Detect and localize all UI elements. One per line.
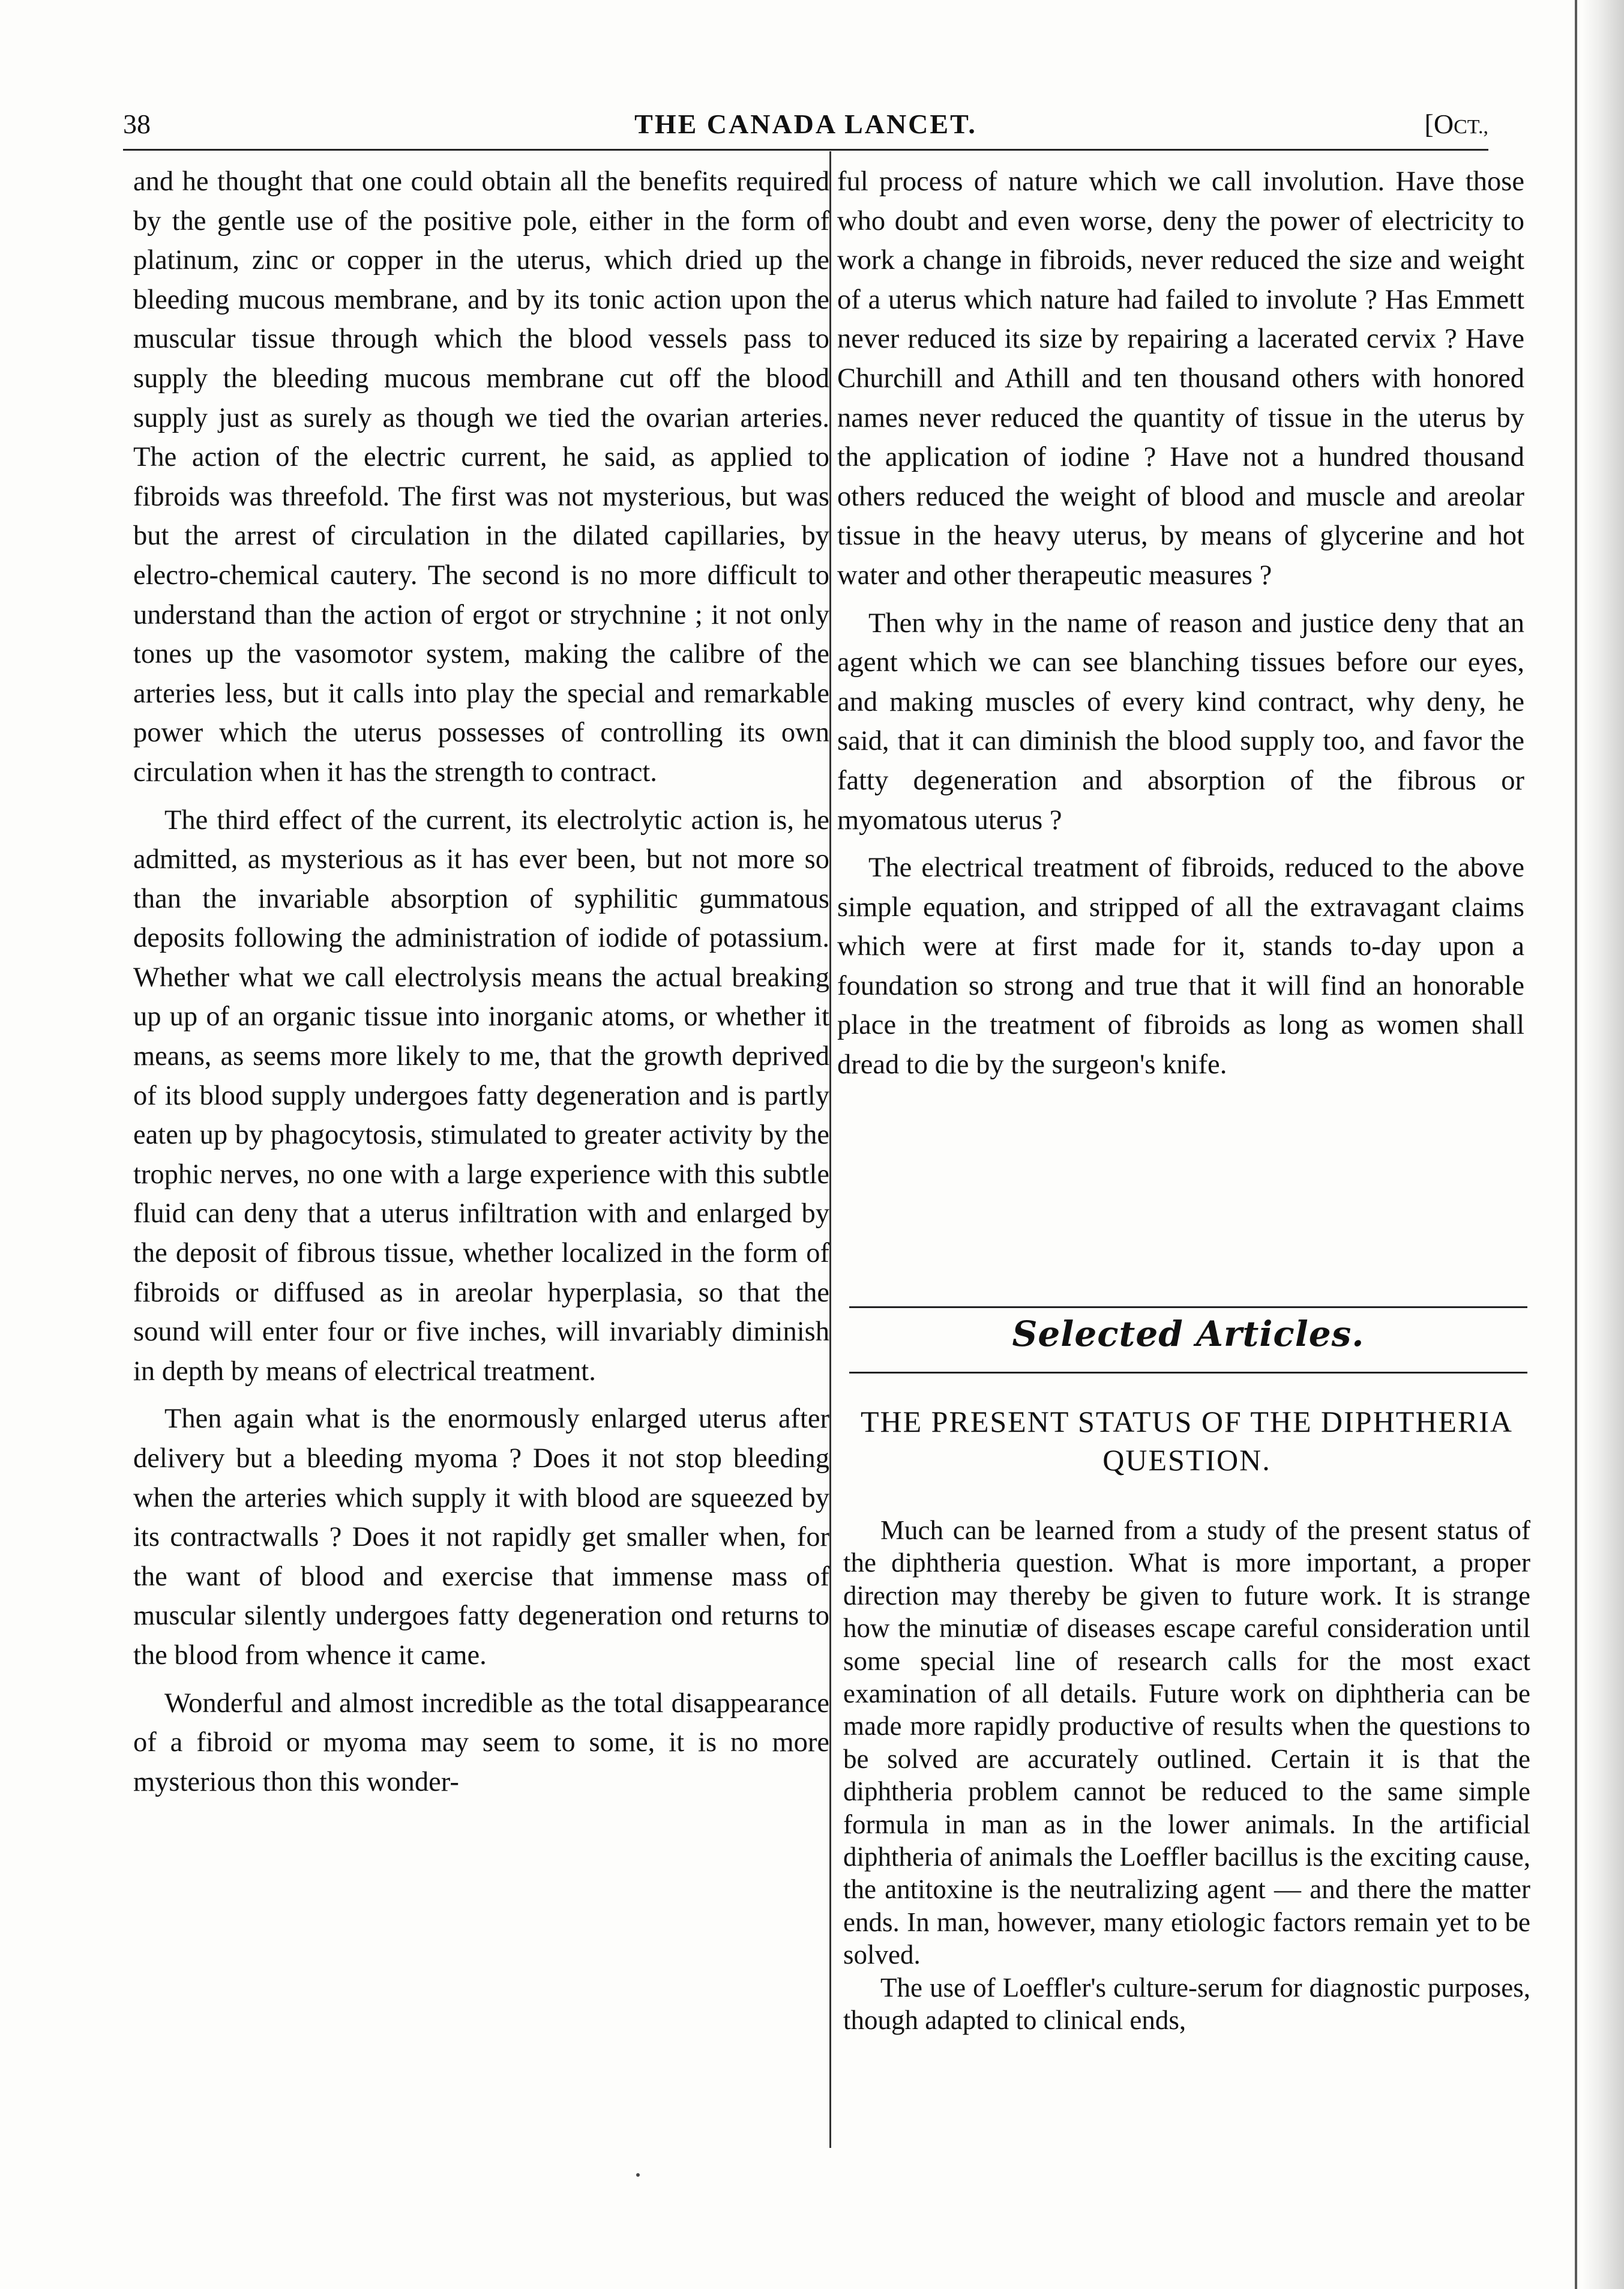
article-paragraph-1: Much can be learned from a study of the present status of the diphtheria question. What is more important, a proper direction may thereby be given to future work. It is strange how the minutiæ of diseases escape careful consideration until some special line of research calls for the most exact examination of all details. Future work on diphtheria can be made more rapidly productive of results when the questions to be solved are accurately outlined. Certain it is that the diphtheria problem cannot be reduced to the same simple formula in man as in the lower animals. In the artificial diphtheria of animals the Loeffler bacillus is the exciting cause, the antitoxine is the neutralizing agent — and there the matter ends. In man, however, many etiologic factors remain yet to be solved.	[843, 1515, 1530, 1970]
month-rest: CT.,	[1454, 116, 1488, 138]
left-paragraph-1: and he thought that one could obtain all the benefits required by the gentle use of the positive pole, either in the form of platinum, zinc or copper in the uterus, which dried up the bleeding mucous membrane, and by its tonic action upon the muscular tissue through which the blood vessels pass to supply the bleeding mucous membrane cut off the blood supply just as surely as though we tied the ovarian arteries. The action of the electric current, he said, as applied to fibroids was threefold. The first was not mysterious, but was but the arrest of circulation in the dilated capillaries, by electro-chemical cautery. The second is no more difficult to understand than the action of ergot or strychnine ; it not only tones up the vasomotor system, making the calibre of the arteries less, but it calls into play the special and remarkable power which the uterus possesses of controlling its own circulation when it has the strength to contract.	[133, 166, 829, 788]
right-paragraph-3: The electrical treatment of fibroids, reduced to the above simple equation, and stripped of all the extravagant claims which were at first made for it, stands to-day upon a foundation so strong and true that it will find an honorable place in the treatment of fibroids as long as women shall dread to die by the surgeon's knife.	[837, 852, 1524, 1081]
article-paragraph-2: The use of Loeffler's culture-serum for diagnostic purposes, though adapted to clinical ends,	[843, 1972, 1530, 2036]
journal-title: THE CANADA LANCET.	[634, 109, 977, 139]
article-body	[843, 1514, 1530, 2037]
print-speck	[636, 2173, 640, 2177]
page-number: 38	[123, 109, 151, 139]
header-rule	[123, 149, 1488, 151]
month-open: [O	[1424, 109, 1454, 139]
issue-month	[1425, 108, 1488, 140]
binding-edge-line	[1575, 0, 1577, 2289]
column-divider	[829, 151, 831, 2148]
right-paragraph-2: Then why in the name of reason and justice deny that an agent which we can see blanching tissues before our eyes, and making muscles of every kind contract, why deny, he said, that it can diminish the blood supply too, and favor the fatty degeneration and absorption of the fibrous or myomatous uterus ?	[837, 608, 1524, 836]
section-rule-top	[849, 1306, 1527, 1308]
left-paragraph-3: Then again what is the enormously enlarged uterus after delivery but a bleeding myoma ? Does it not stop bleeding when the arteries which supply it with blood are squeezed by its contractwalls ? Does it not rapidly get smaller when, for the want of blood and exercise that immense mass of muscular silently undergoes fatty degeneration ond returns to the blood from whence it came.	[133, 1404, 829, 1671]
binding-shadow	[1582, 0, 1624, 2289]
left-column	[133, 162, 829, 1802]
right-paragraph-1: ful process of nature which we call involution. Have those who doubt and even worse, deny the power of electricity to work a change in fibroids, never reduced the size and weight of a uterus which nature had failed to involute ? Has Emmett never reduced its size by repairing a lacerated cervix ? Have Churchill and Athill and ten thousand others with honored names never reduced the quantity of tissue in the uterus by the application of iodine ? Have not a hundred thousand others reduced the weight of blood and muscle and areolar tissue in the heavy uterus, by means of glycerine and hot water and other therapeutic measures ?	[837, 166, 1524, 591]
left-paragraph-2: The third effect of the current, its electrolytic action is, he admitted, as mysterious as it has ever been, but not more so than the invariable absorption of syphilitic gummatous deposits following the administration of iodide of potassium. Whether what we call electrolysis means the actual breaking up up of an organic tissue into inorganic atoms, or whether it means, as seems more likely to me, that the growth deprived of its blood supply undergoes fatty degeneration and is partly eaten up by phagocytosis, stimulated to greater activity by the trophic nerves, no one with a large experience with this subtle fluid can deny that a uterus infiltration with and enlarged by the deposit of fibrous tissue, whether localized in the form of fibroids or diffused as in areolar hyperplasia, so that the sound will enter four or five inches, will invariably diminish in depth by means of electrical treatment.	[133, 804, 829, 1387]
section-rule-bottom	[849, 1372, 1527, 1374]
right-column	[837, 162, 1524, 1085]
left-paragraph-4: Wonderful and almost incredible as the total disappearance of a fibroid or myoma may seem to some, it is no more mysterious thon this wonder-	[133, 1687, 829, 1797]
article-title: THE PRESENT STATUS OF THE DIPHTHERIA QUESTION.	[860, 1405, 1514, 1477]
section-heading: Selected Articles.	[1012, 1313, 1365, 1354]
running-header	[123, 108, 1488, 150]
